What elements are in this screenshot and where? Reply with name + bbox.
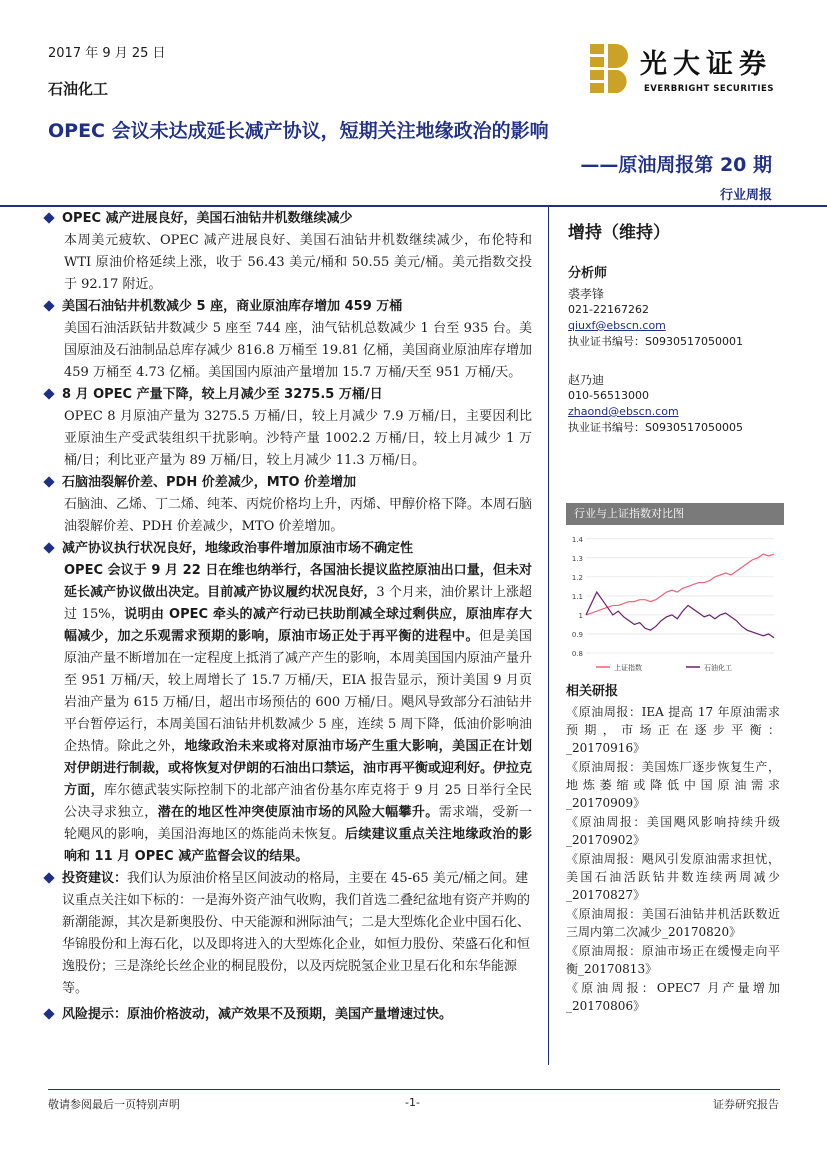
analyst-email[interactable]: zhaond@ebscn.com [568,405,679,418]
report-title: OPEC 会议未达成延长减产协议，短期关注地缘政治的影响 [48,120,549,142]
analyst-name: 裘孝锋 [568,287,605,301]
section-heading-5: 减产协议执行状况良好，地缘政治事件增加原油市场不确定性 [42,538,532,560]
related-report-link[interactable]: 《原油周报：IEA 提高 17 年原油需求预期，市场正在逐步平衡：_20170916》 [566,705,780,755]
analyst-1 [568,286,780,350]
chart-y-tick-label: 1.1 [571,592,583,601]
chart-legend-label: 上证指数 [614,664,642,672]
chart-plot [566,525,784,675]
analyst-cert: 执业证书编号：S0930517050001 [568,335,743,348]
analyst-2 [568,372,780,436]
bullet-diamond-icon [43,1008,54,1019]
risk-warning: 风险提示：原油价格波动，减产效果不及预期，美国产量增速过快。 [42,1004,532,1026]
chart-y-tick-label: 1 [578,611,583,620]
bullet-diamond-icon [43,212,54,223]
analyst-name: 赵乃迪 [568,373,605,387]
analyst-phone: 010-56513000 [568,389,649,402]
related-heading: 相关研报 [566,684,619,699]
analyst-email[interactable]: qiuxf@ebscn.com [568,319,666,332]
chart-title: 行业与上证指数对比图 [566,503,784,525]
chart-y-tick-label: 1.3 [571,554,583,563]
related-report-link[interactable]: 《原油周报：OPEC7 月产量增加_20170806》 [566,981,780,1013]
footer-label: 证券研究报告 [713,1098,779,1111]
analyst-heading: 分析师 [568,266,608,281]
header-divider [0,205,827,207]
related-report-link[interactable]: 《原油周报：美国炼厂逐步恢复生产，地炼萎缩或降低中国原油需求_20170909》 [566,760,780,810]
chart-legend-label: 石油化工 [704,664,732,672]
chart-y-tick-label: 1.2 [571,573,583,582]
related-report-link[interactable]: 《原油周报：美国飓风影响持续升级_20170902》 [566,815,780,847]
related-research [566,680,780,1016]
page-number: -1- [405,1096,420,1109]
footer-disclaimer: 敬请参阅最后一页特别声明 [48,1098,180,1111]
bullet-diamond-icon [43,476,54,487]
bullet-diamond-icon [43,388,54,399]
logo-mark-icon [586,40,632,96]
section-body-5: OPEC 会议于 9 月 22 日在维也纳举行，各国油长提议监控原油出口量，但未对延长减产协议做出决定。目前减产协议履约状况良好，3 个月来，油价累计上涨超过 15%，说明由 OPEC 牵头的减产行动已扶助削减全球过剩供应，原油库存大幅减少，加之乐观需求预期的影响，原油市场正处于再平衡的进程中。但是美国原油产量不断增加在一定程度上抵消了减产产生的影响，本周美国国内原油产量升至 951 万桶/天，较上周增长了 15.7 万桶/天，EIA 报告显示，预计美国 9 月页岩油产量为 615 万桶/日，超出市场预估的 600 万桶/日。飓风导致部分石油钻井平台暂停运行，本周美国石油钻井机数减少 5 座，连续 5 周下降，低油价影响油企热情。除此之外，地缘政治未来或将对原油市场产生重大影响，美国正在计划对伊朗进行制裁，或将恢复对伊朗的石油出口禁运，油市再平衡或迎利好。伊拉克方面，库尔德武装实际控制下的北部产油省份基尔库克将于 9 月 25 日举行全民公决寻求独立，潜在的地区性冲突使原油市场的风险大幅攀升。需求端，受新一轮飓风的影响，美国沿海地区的炼能尚未恢复。后续建议重点关注地缘政治的影响和 11 月 OPEC 减产监督会议的结果。 [64,563,533,864]
section-heading-1: OPEC 减产进展良好，美国石油钻井机数继续减少 [42,208,532,230]
bullet-diamond-icon [43,872,54,883]
column-divider [548,205,549,1065]
chart-y-tick-label: 0.8 [571,650,583,658]
chart-y-tick-label: 0.9 [571,630,583,639]
section-heading-3: 8 月 OPEC 产量下降，较上月减少至 3275.5 万桶/日 [42,384,532,406]
section-body-2: 美国石油活跃钻井数减少 5 座至 744 座，油气钻机总数减少 1 台至 935 台。美国原油及石油制品总库存减少 816.8 万桶至 19.81 亿桶，美国商业原油库存增加 459 万桶至 4.73 亿桶。美国国内原油产量增加 15.7 万桶/天至 951 万桶/天。 [64,321,532,380]
report-type: 行业周报 [719,188,772,203]
rating: 增持（维持） [568,223,670,243]
analyst-cert: 执业证书编号：S0930517050005 [568,421,743,434]
company-logo [586,40,796,100]
investment-advice: 投资建议：我们认为原油价格呈区间波动的格局，主要在 45-65 美元/桶之间。建议重点关注如下标的：一是海外资产油气收购，我们首选二叠纪盆地有资产并购的新潮能源，其次是新奥股份、中天能源和洲际油气；二是大型炼化企业中国石化、华锦股份和上海石化，以及即将进入的大型炼化企业，如恒力股份、荣盛石化和恒逸股份；三是涤纶长丝企业的桐昆股份，以及丙烷脱氢企业卫星石化和东华能源等。 [42,868,532,1000]
related-list [566,703,780,1015]
bullet-diamond-icon [43,542,54,553]
related-report-link[interactable]: 《原油周报：飓风引发原油需求担忧，美国石油活跃钻井数连续两周减少_20170827》 [566,852,780,902]
report-date: 2017 年 9 月 25 日 [48,46,166,61]
analyst-phone: 021-22167262 [568,303,649,316]
logo-english-name: EVERBRIGHT SECURITIES [644,84,774,94]
main-content [42,208,532,1026]
industry-vs-index-chart [566,503,784,675]
bullet-diamond-icon [43,300,54,311]
related-report-link[interactable]: 《原油周报：原油市场正在缓慢走向平衡_20170813》 [566,944,780,976]
section-body-3: OPEC 8 月原油产量为 3275.5 万桶/日，较上月减少 7.9 万桶/日，主要因利比亚原油生产受武装组织干扰影响。沙特产量 1002.2 万桶/日，较上月减少 1 万桶/日；利比亚产量为 89 万桶/日，较上月减少 11.3 万桶/日。 [64,409,532,468]
section-heading-4: 石脑油裂解价差、PDH 价差减少，MTO 价差增加 [42,472,532,494]
report-subtitle: ——原油周报第 20 期 [580,154,772,176]
footer-divider [48,1089,780,1090]
section-body-1: 本周美元疲软、OPEC 减产进展良好、美国石油钻井机数继续减少，布伦特和 WTI 原油价格延续上涨，收于 56.43 美元/桶和 50.55 美元/桶。美元指数交投于 92.17 附近。 [64,233,532,292]
section-body-4: 石脑油、乙烯、丁二烯、纯苯、丙烷价格均上升，丙烯、甲醇价格下降。本周石脑油裂解价差、PDH 价差减少，MTO 价差增加。 [64,497,533,534]
related-report-link[interactable]: 《原油周报：美国石油钻井机活跃数近三周内第二次减少_20170820》 [566,907,780,939]
logo-chinese-name: 光大证券 [640,49,772,80]
sector-label: 石油化工 [48,80,109,98]
section-heading-2: 美国石油钻井机数减少 5 座，商业原油库存增加 459 万桶 [42,296,532,318]
chart-series-line [586,554,774,615]
chart-y-tick-label: 1.4 [571,535,583,544]
